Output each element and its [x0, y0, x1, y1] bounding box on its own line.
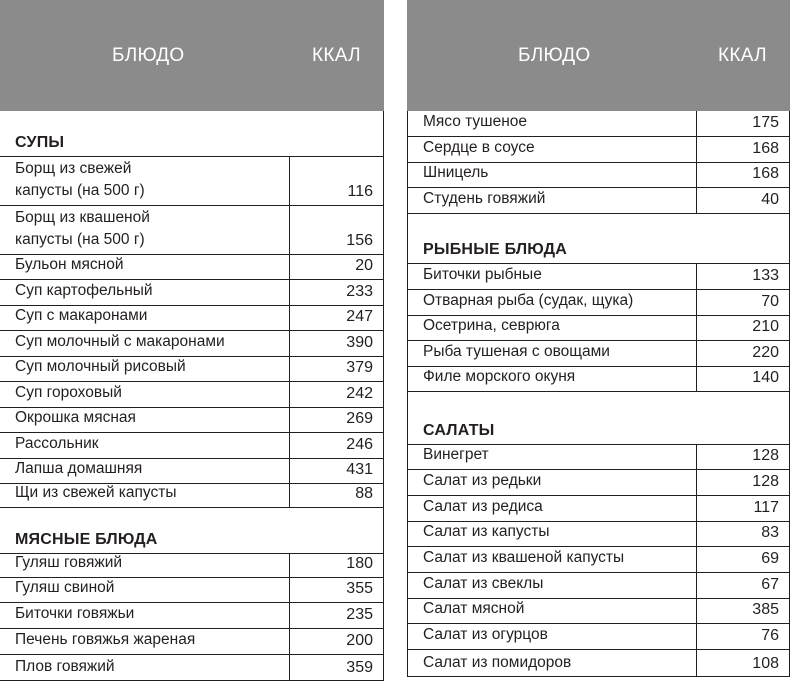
kcal-value: 133	[752, 267, 779, 284]
table-row	[0, 603, 383, 629]
dish-name: Гуляш свиной	[15, 579, 115, 596]
dish-name: Окрошка мясная	[15, 409, 136, 426]
table-row	[0, 255, 383, 280]
table-row	[0, 206, 383, 255]
kcal-value: 116	[347, 183, 373, 200]
kcal-value: 180	[346, 555, 373, 572]
table-row	[408, 599, 789, 624]
dish-name: Биточки говяжьи	[15, 605, 135, 622]
table-row	[408, 316, 789, 341]
kcal-value: 128	[752, 447, 779, 464]
dish-column-header: БЛЮДО	[112, 45, 185, 66]
kcal-value: 117	[753, 499, 779, 516]
table-row	[408, 111, 789, 137]
table-row	[0, 459, 383, 484]
kcal-value: 69	[761, 550, 779, 567]
kcal-value: 128	[752, 473, 779, 490]
kcal-value: 140	[752, 369, 779, 386]
table-header	[0, 0, 384, 111]
kcal-value: 355	[346, 580, 373, 597]
kcal-value: 359	[346, 659, 373, 676]
dish-name: Суп картофельный	[15, 282, 153, 299]
table-row	[408, 290, 789, 316]
dish-name: Гуляш говяжий	[15, 554, 123, 571]
dish-name: Суп с макаронами	[15, 307, 148, 324]
dish-name: Плов говяжий	[15, 658, 115, 675]
kcal-value: 235	[346, 606, 373, 623]
kcal-value: 168	[752, 140, 779, 157]
dish-name: Рыба тушеная с овощами	[423, 343, 610, 360]
dish-name: Салат из редьки	[423, 472, 542, 489]
kcal-value: 76	[761, 627, 779, 644]
section-heading	[0, 508, 383, 554]
kcal-column-header: ККАЛ	[718, 45, 767, 66]
table-body	[0, 111, 384, 681]
table-row	[408, 137, 789, 163]
table-row	[0, 433, 383, 459]
dish-name: Суп молочный рисовый	[15, 358, 186, 375]
dish-name: Шницель	[423, 164, 489, 181]
table-row	[0, 280, 383, 306]
section-title: СУПЫ	[15, 134, 65, 151]
dish-name: Отварная рыба (судак, щука)	[423, 292, 634, 309]
table-body	[407, 111, 790, 677]
kcal-value: 390	[346, 334, 373, 351]
dish-name: Рассольник	[15, 435, 99, 452]
right-calorie-table	[407, 0, 790, 677]
dish-name: Мясо тушеное	[423, 113, 528, 130]
dish-name: Салат из квашеной капусты	[423, 549, 625, 566]
dish-name: Борщ из квашеной капусты (на 500 г)	[15, 209, 150, 248]
table-row	[0, 331, 383, 357]
dish-name: Сердце в соусе	[423, 139, 535, 156]
dish-name: Биточки рыбные	[423, 266, 542, 283]
table-row	[0, 408, 383, 433]
table-header	[407, 0, 790, 111]
dish-column-header: БЛЮДО	[518, 45, 591, 66]
dish-name: Печень говяжья жареная	[15, 631, 196, 648]
dish-name: Борщ из свежей капусты (на 500 г)	[15, 160, 145, 199]
table-row	[0, 484, 383, 508]
table-row	[0, 655, 383, 681]
table-row	[0, 629, 383, 655]
kcal-value: 108	[752, 655, 779, 672]
dish-name: Салат из капусты	[423, 523, 550, 540]
table-row	[408, 163, 789, 188]
kcal-value: 233	[346, 283, 373, 300]
dish-name: Салат из свеклы	[423, 575, 544, 592]
kcal-value: 431	[346, 461, 373, 478]
kcal-value: 246	[346, 436, 373, 453]
kcal-value: 269	[346, 410, 373, 427]
table-row	[0, 306, 383, 331]
table-row	[0, 382, 383, 408]
kcal-value: 67	[761, 576, 779, 593]
table-row	[0, 578, 383, 603]
kcal-value: 40	[761, 191, 779, 208]
dish-name: Салат мясной	[423, 600, 525, 617]
kcal-value: 210	[752, 318, 779, 335]
kcal-value: 83	[761, 524, 779, 541]
table-row	[0, 157, 383, 206]
kcal-value: 20	[355, 257, 373, 274]
dish-name: Винегрет	[423, 446, 489, 463]
kcal-value: 220	[752, 344, 779, 361]
table-row	[408, 264, 789, 290]
table-row	[0, 357, 383, 382]
table-row	[408, 341, 789, 367]
table-row	[408, 188, 789, 214]
dish-name: Салат из редиса	[423, 498, 543, 515]
table-row	[408, 522, 789, 547]
dish-name: Бульон мясной	[15, 256, 124, 273]
dish-name: Осетрина, севрюга	[423, 317, 560, 334]
section-title: САЛАТЫ	[423, 422, 495, 439]
kcal-value: 168	[752, 165, 779, 182]
dish-name: Суп гороховый	[15, 384, 122, 401]
dish-name: Филе морского окуня	[423, 368, 576, 385]
table-row	[408, 650, 789, 677]
kcal-value: 242	[346, 385, 373, 402]
kcal-column-header: ККАЛ	[312, 45, 361, 66]
kcal-value: 379	[346, 359, 373, 376]
table-row	[408, 624, 789, 650]
section-heading	[408, 367, 789, 445]
table-row	[408, 573, 789, 599]
dish-name: Салат из огурцов	[423, 626, 548, 643]
kcal-value: 156	[346, 232, 373, 249]
kcal-value: 175	[752, 114, 779, 131]
kcal-value: 88	[355, 485, 373, 502]
table-row	[408, 496, 789, 522]
dish-name: Щи из свежей капусты	[15, 484, 177, 501]
table-row	[408, 470, 789, 496]
dish-name: Студень говяжий	[423, 190, 546, 207]
section-heading	[0, 111, 383, 157]
kcal-value: 385	[752, 601, 779, 618]
dish-name: Лапша домашняя	[15, 460, 143, 477]
table-row	[408, 547, 789, 573]
section-title: РЫБНЫЕ БЛЮДА	[423, 241, 567, 258]
table-row	[408, 445, 789, 470]
kcal-value: 247	[346, 308, 373, 325]
kcal-value: 200	[346, 632, 373, 649]
left-calorie-table	[0, 0, 384, 681]
section-heading	[408, 214, 789, 264]
dish-name: Суп молочный с макаронами	[15, 333, 225, 350]
kcal-value: 70	[761, 293, 779, 310]
section-title: МЯСНЫЕ БЛЮДА	[15, 531, 158, 548]
table-row	[0, 554, 383, 578]
dish-name: Салат из помидоров	[423, 654, 572, 671]
